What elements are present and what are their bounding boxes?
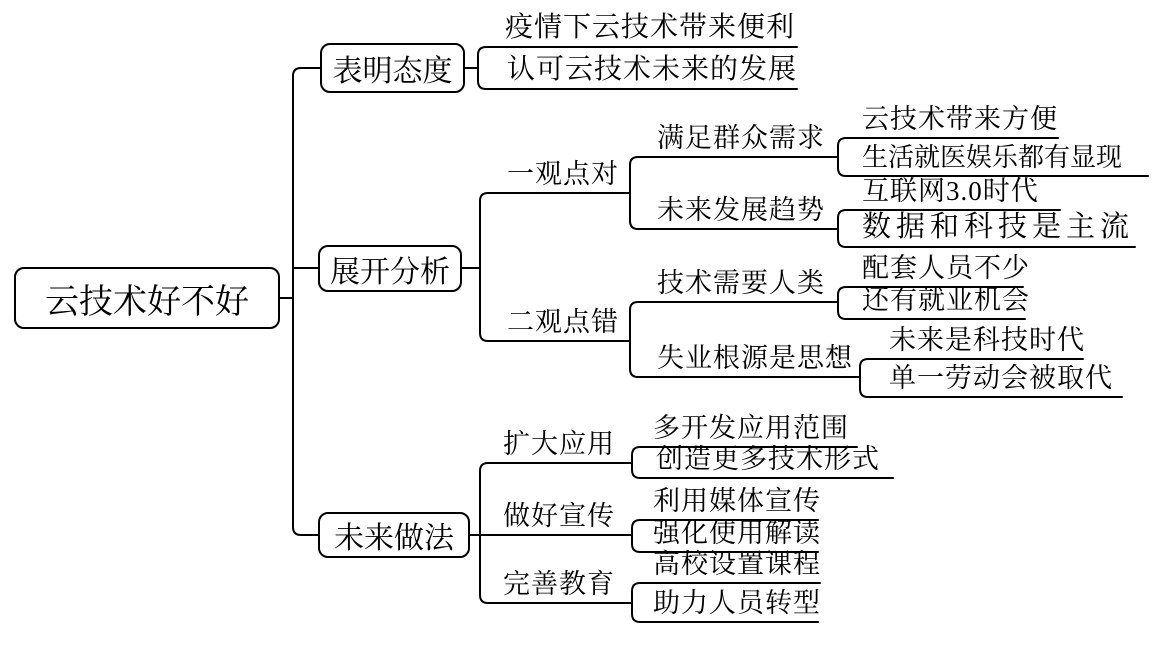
leaf-support-staff: 配套人员不少	[862, 253, 1030, 283]
leaf-internet-3-0: 互联网3.0时代	[862, 176, 1039, 206]
leaf-help-personnel-transform: 助力人员转型	[653, 588, 821, 618]
node-expand-application: 扩大应用	[503, 429, 615, 459]
leaf-life-medical-entertainment: 生活就医娱乐都有显现	[862, 143, 1123, 172]
root-topic: 云技术好不好	[14, 267, 280, 329]
connector-trunk	[293, 68, 320, 535]
node-viewpoint1-correct: 一观点对	[507, 159, 619, 189]
node-future-trend: 未来发展趋势	[657, 195, 825, 225]
node-tech-needs-humans: 技术需要人类	[657, 268, 825, 298]
branch-future-actions: 未来做法	[318, 512, 470, 558]
leaf-media-publicity: 利用媒体宣传	[653, 486, 821, 516]
leaf-cloud-brings-convenience: 云技术带来方便	[862, 104, 1058, 134]
node-viewpoint2-wrong: 二观点错	[507, 307, 619, 337]
branch-attitude: 表明态度	[320, 43, 465, 93]
node-meet-public-needs: 满足群众需求	[657, 123, 825, 153]
leaf-strengthen-usage-guide: 强化使用解读	[653, 518, 821, 548]
leaf-recognize-future: 认可云技术未来的发展	[507, 54, 798, 85]
leaf-university-courses: 高校设置课程	[653, 549, 821, 579]
leaf-future-tech-era: 未来是科技时代	[889, 325, 1085, 355]
node-improve-education: 完善教育	[503, 569, 615, 599]
leaf-data-tech-mainstream: 数据和科技是主流	[862, 211, 1135, 243]
leaf-create-tech-forms: 创造更多技术形式	[656, 444, 880, 474]
branch-analysis: 展开分析	[318, 245, 462, 292]
leaf-develop-more-uses: 多开发应用范围	[653, 413, 849, 443]
leaf-pandemic-convenience: 疫情下云技术带来便利	[505, 12, 796, 43]
node-good-publicity: 做好宣传	[503, 501, 615, 531]
leaf-job-opportunities: 还有就业机会	[862, 285, 1030, 315]
leaf-single-labor-replaced: 单一劳动会被取代	[889, 363, 1113, 393]
node-unemployment-root-thinking: 失业根源是思想	[657, 343, 853, 373]
